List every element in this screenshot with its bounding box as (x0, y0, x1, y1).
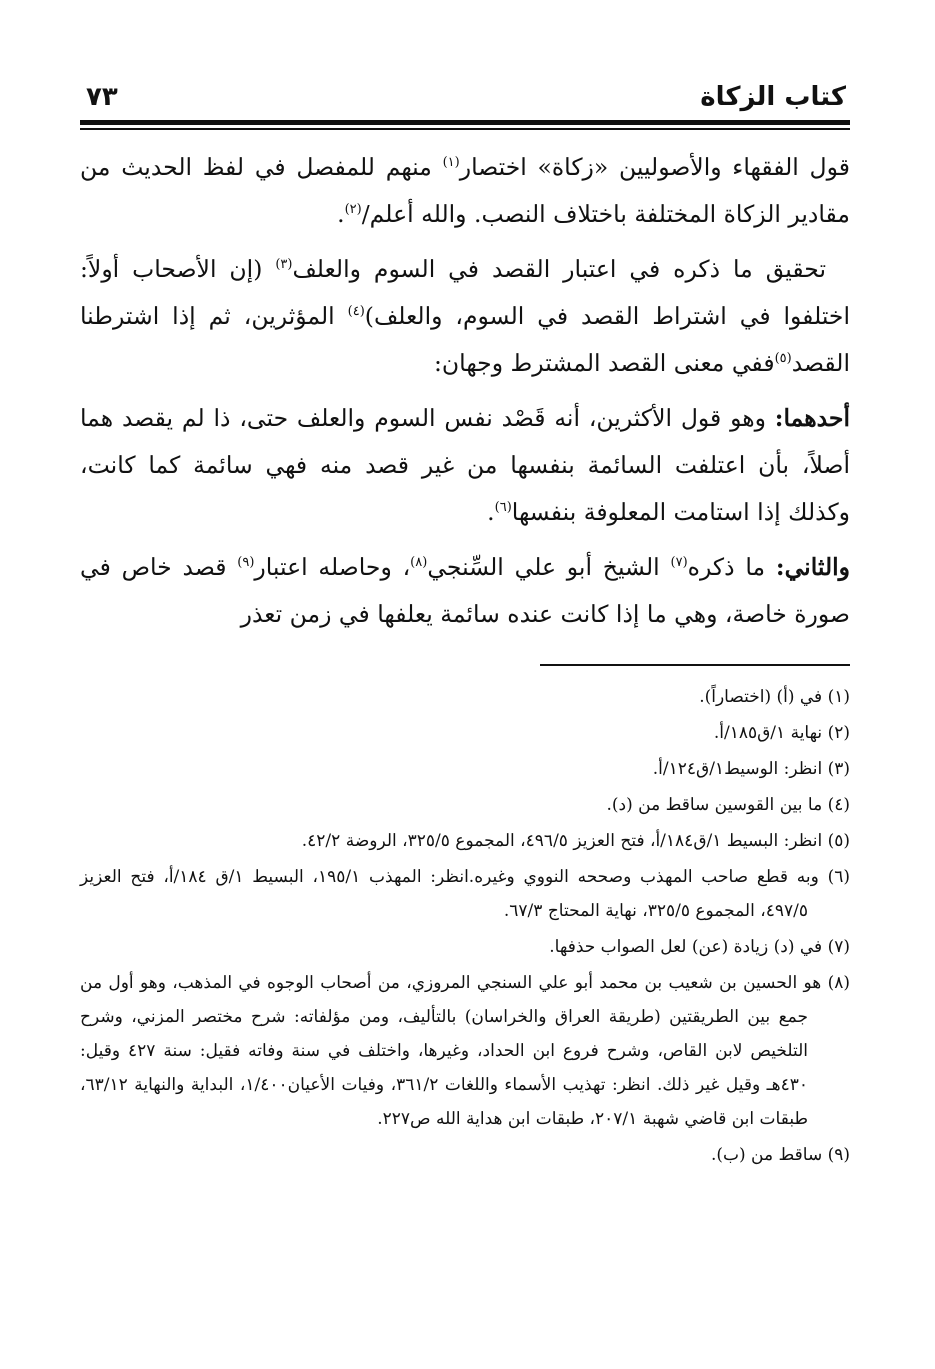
main-text (80, 144, 850, 638)
footnote-ref-1: (١) (442, 155, 460, 171)
paragraph-2 (80, 246, 850, 387)
footnote-ref-7: (٧) (670, 555, 688, 571)
running-title: كتاب الزكاة (700, 82, 846, 112)
footnote-3: (٣) انظر: الوسيط١/ق١٢٤/أ. (652, 759, 850, 779)
p2-text-4: ففي معنى القصد المشترط وجهان: (434, 349, 775, 377)
footnote-ref-3: (٣) (275, 257, 293, 273)
footnote-ref-9: (٩) (237, 555, 255, 571)
p1-end: . (337, 200, 345, 228)
footnote-2: (٢) نهاية ١/ق١٨٥/أ. (713, 723, 850, 743)
footnote-4: (٤) ما بين القوسين ساقط من (د). (606, 795, 850, 815)
footnote-8: (٨) هو الحسين بن شعيب بن محمد أبو علي السنجي المروزي، من أصحاب الوجوه في المذهب، وهو أول من جمع بين الطريقتين (طريقة العراق والخراسان) بالتأليف، ومن مؤلفاته: شرح مختصر المزني، وشرح التلخيص لابن القاص، وشرح فروع ابن الحداد، وغيرها، واختلف في سنة وفاته فقيل: سنة ٤٢٧ وقيل: ٤٣٠هـ وقيل غير ذلك. انظر: تهذيب الأسماء واللغات ٣٦١/٢، وفيات الأعيان١/٤٠٠، البداية والنهاية ٦٣/١٢، طبقات ابن قاضي شهبة ٢٠٧/١، طبقات ابن هداية الله ص٢٢٧. (80, 973, 850, 1129)
footnote-ref-5: (٥) (774, 351, 792, 367)
paragraph-4 (80, 544, 850, 638)
page-number: ٧٣ (86, 82, 118, 112)
p3-text: وهو قول الأكثرين، أنه قَصْد نفس السوم والعلف حتى، ذا لم يقصد هما أصلاً، بأن اعتلفت السائمة بنفسها من غير قصد منه فهي سائمة كما كانت، وكذلك إذا استامت المعلوفة بنفسها (80, 404, 850, 526)
p4-text: ما ذكره (687, 553, 776, 581)
p1-text-2: منهم للمفصل في لفظ الحديث من مقادير الزكاة المختلفة باختلاف النصب. والله أعلم/ (80, 153, 850, 228)
footnotes (80, 680, 850, 1172)
page-header (80, 80, 850, 118)
book-page (80, 80, 850, 1320)
footnote-ref-2: (٢) (344, 202, 362, 218)
footnote-separator (540, 664, 850, 666)
p3-lead: أحدهما: (774, 404, 850, 432)
footnote-9: (٩) ساقط من (ب). (710, 1145, 850, 1165)
p4-text-3: ، وحاصله اعتبار (254, 553, 411, 581)
paragraph-3 (80, 395, 850, 536)
p4-text-4: قصد خاص في صورة خاصة، وهي ما إذا كانت عنده سائمة يعلفها في زمن تعذر (80, 553, 850, 628)
paragraph-1 (80, 144, 850, 238)
footnote-ref-6: (٦) (494, 500, 512, 516)
footnote-1: (١) في (أ) (اختصاراً). (699, 687, 850, 707)
p2-text: تحقيق ما ذكره في اعتبار القصد في السوم والعلف (292, 255, 826, 283)
header-rule-thick (80, 120, 850, 125)
footnote-5: (٥) انظر: البسيط ١/ق١٨٤/أ، فتح العزيز ٤٩٦/٥، المجموع ٣٢٥/٥، الروضة ٤٢/٢. (301, 831, 850, 851)
footnote-6: (٦) وبه قطع صاحب المهذب وصححه النووي وغيره.انظر: المهذب ١٩٥/١، البسيط ١/ق ١٨٤/أ، فتح العزيز ٤٩٧/٥، المجموع ٣٢٥/٥، نهاية المحتاج ٦٧/٣. (80, 867, 850, 921)
p4-lead: والثاني: (775, 553, 850, 581)
p4-text-2: الشيخ أبو علي السِّنجي (427, 553, 671, 581)
p3-end: . (487, 498, 495, 526)
p2-text-2: (إن الأصحاب أولاً: اختلفوا في اشتراط القصد في السوم، والعلف) (80, 255, 850, 330)
header-rule-thin (80, 128, 850, 130)
p1-text: قول الفقهاء والأصوليين «زكاة» اختصار (459, 153, 850, 181)
p2-text-3: المؤثرين، ثم إذا اشترطنا القصد (80, 302, 850, 377)
footnote-7: (٧) في (د) زيادة (عن) لعل الصواب حذفها. (549, 937, 850, 957)
footnote-ref-4: (٤) (347, 304, 365, 320)
footnote-ref-8: (٨) (410, 555, 428, 571)
